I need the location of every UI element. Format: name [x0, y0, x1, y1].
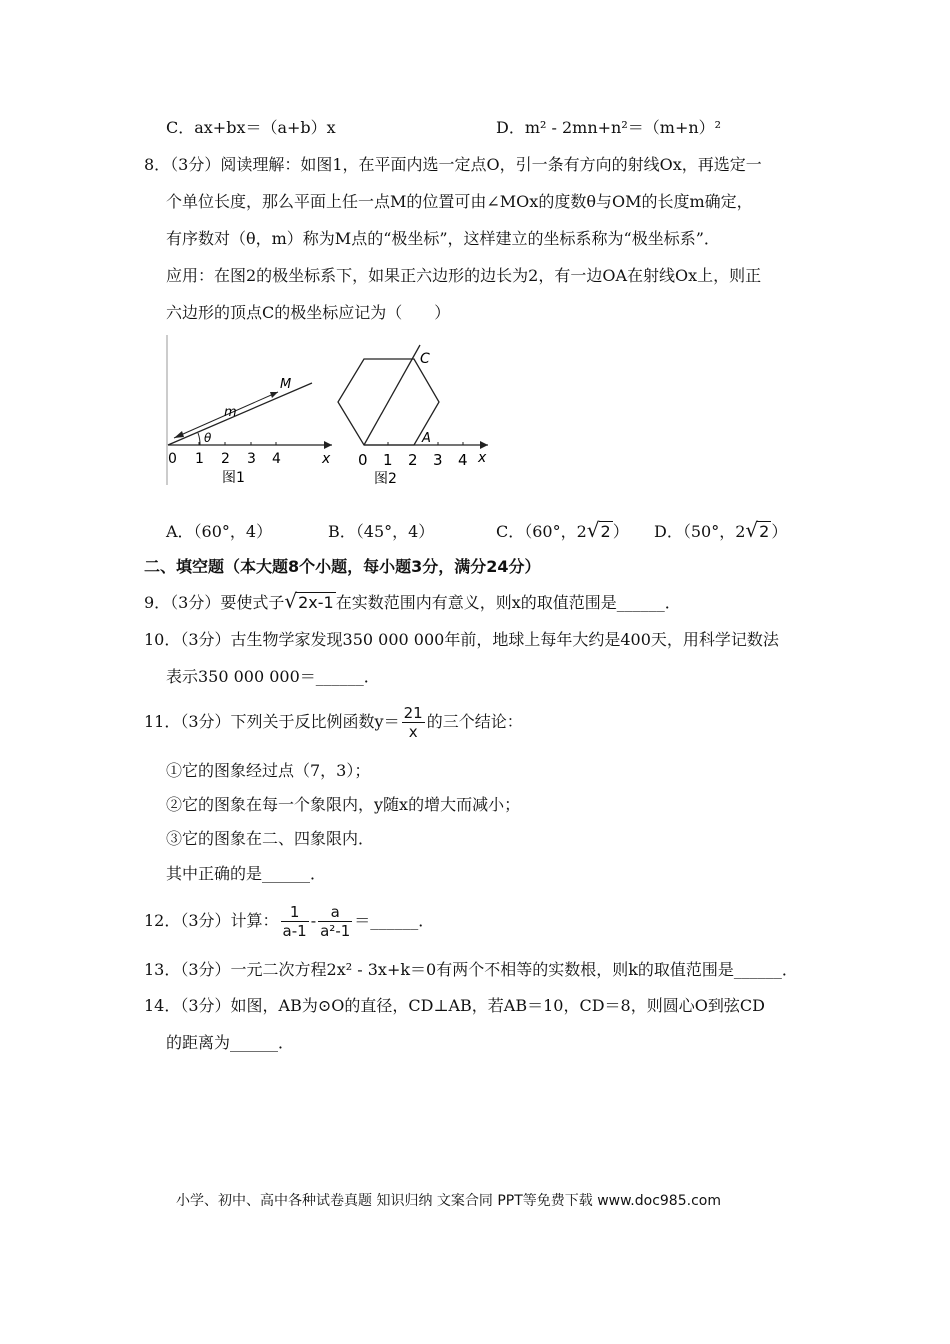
section-2-heading: 二、填空题（本大题8个小题，每小题3分，满分24分） [144, 557, 541, 576]
q11-denominator: x [408, 723, 418, 741]
fig2-C-label: C [420, 351, 430, 367]
q11-item3: ③它的图象在二、四象限内． [166, 829, 375, 848]
q12-stem [144, 901, 434, 941]
fig1-caption: 图1 [222, 470, 245, 486]
q11-item2: ②它的图象在每一个象限内，y随x的增大而减小； [166, 795, 521, 814]
q8-line5: 六边形的顶点C的极坐标应记为（ ） [166, 303, 451, 322]
q11-suffix: 的三个结论： [426, 712, 523, 731]
q9-radicand: 2x-1 [298, 593, 334, 612]
sqrt-symbol: √ [745, 518, 759, 542]
q8-line4: 应用：在图2的极坐标系下，如果正六边形的边长为2，有一边OA在射线Ox上，则正 [166, 266, 762, 285]
q12-minus: - [310, 911, 317, 930]
q8-option-d-prefix: D．（50°，2 [654, 522, 746, 541]
fig2-x-axis-arrow [480, 441, 488, 449]
q9-prefix: 9．（3分）要使式子 [144, 593, 285, 612]
fig2-caption: 图2 [374, 471, 397, 487]
fig2-tick-label-4: 4 [458, 451, 468, 469]
q12-fraction-1 [281, 903, 309, 940]
fig1-tick-label-3: 3 [247, 451, 256, 467]
page-footer: 小学、初中、高中各种试卷真题 知识归纳 文案合同 PPT等免费下载 www.doc985.com [176, 1193, 721, 1209]
fig1-arrow-end [270, 392, 278, 398]
q9 [144, 591, 681, 613]
q12-prefix: 12．（3分）计算： [144, 911, 279, 930]
q12-frac1-denominator: a-1 [282, 922, 307, 940]
fig2-A-label: A [422, 431, 431, 446]
q13: 13．（3分）一元二次方程2x² - 3x+k＝0有两个不相等的实数根，则k的取值范围是______． [144, 960, 798, 979]
q8-option-d-suffix: ） [771, 522, 788, 541]
q11-numerator: 21 [403, 704, 423, 722]
q12-suffix: ＝______． [354, 911, 435, 930]
q7-option-c: C．ax+bx＝（a+b）x [166, 118, 336, 137]
q8-option-a: A．（60°，4） [166, 522, 273, 541]
fig1-tick-label-0: 0 [168, 451, 177, 467]
q8-line1: 8．（3分）阅读理解：如图1，在平面内选一定点O，引一条有方向的射线Ox，再选定一 [144, 155, 762, 174]
q8-option-c [496, 520, 629, 542]
q11-item1: ①它的图象经过点（7，3）； [166, 761, 371, 780]
fig1-tick-label-4: 4 [272, 451, 281, 467]
q8-line3: 有序数对（θ，m）称为M点的“极坐标”，这样建立的坐标系称为“极坐标系”． [166, 229, 720, 248]
fig2-tick-label-1: 1 [383, 451, 393, 469]
q8-option-d-radicand: 2 [759, 522, 770, 541]
fig1-arrow-start [174, 431, 184, 438]
q10-line1: 10．（3分）古生物学家发现350 000 000年前，地球上每年大约是400天，用科学记数法 [144, 630, 779, 649]
q8-option-d [654, 520, 787, 542]
q12-frac2-denominator: a²-1 [320, 922, 351, 940]
fig1-tick-label-1: 1 [195, 451, 204, 467]
q11-stem [144, 704, 523, 741]
q11-ask: 其中正确的是______． [166, 864, 327, 883]
q14-line1: 14．（3分）如图，AB为⊙O的直径，CD⊥AB，若AB＝10，CD＝8，则圆心O到弦CD [144, 996, 765, 1015]
fig2-tick-label-3: 3 [433, 451, 443, 469]
sqrt-symbol: √ [284, 589, 298, 613]
q8-line2: 个单位长度，那么平面上任一点M的位置可由∠MOx的度数θ与OM的长度m确定， [166, 192, 753, 211]
q11-prefix: 11．（3分）下列关于反比例函数y＝ [144, 712, 400, 731]
fig1-M-label: M [280, 377, 292, 392]
figure-2-hexagon-diagram [330, 325, 500, 490]
q8-option-c-radicand: 2 [600, 522, 611, 541]
fig2-x-label: x [478, 450, 487, 466]
fig1-ray [168, 383, 312, 445]
q9-suffix: 在实数范围内有意义，则x的取值范围是______． [335, 593, 681, 612]
q11-fraction [402, 704, 425, 741]
q12-fraction-2 [318, 903, 352, 940]
sqrt-symbol: √ [586, 518, 600, 542]
figure-1-polar-diagram [160, 330, 340, 488]
q8-option-c-suffix: ） [612, 522, 629, 541]
fig1-theta-label: θ [204, 431, 212, 445]
fig2-tick-label-0: 0 [358, 451, 368, 469]
q12-frac1-numerator: 1 [281, 903, 309, 922]
fig2-ray-oc [364, 345, 420, 445]
fig1-tick-label-2: 2 [221, 451, 230, 467]
q7-option-d: D．m² - 2mn+n²＝（m+n）² [496, 118, 722, 137]
q8-option-c-prefix: C．（60°，2 [496, 522, 587, 541]
q8-option-b: B．（45°，4） [328, 522, 435, 541]
fig2-tick-label-2: 2 [408, 451, 418, 469]
fig1-m-label: m [224, 405, 237, 420]
q14-line2: 的距离为______． [166, 1033, 295, 1052]
fig1-x-label: x [322, 451, 331, 467]
q10-line2: 表示350 000 000＝______． [166, 667, 380, 686]
q12-frac2-numerator: a [318, 903, 352, 922]
